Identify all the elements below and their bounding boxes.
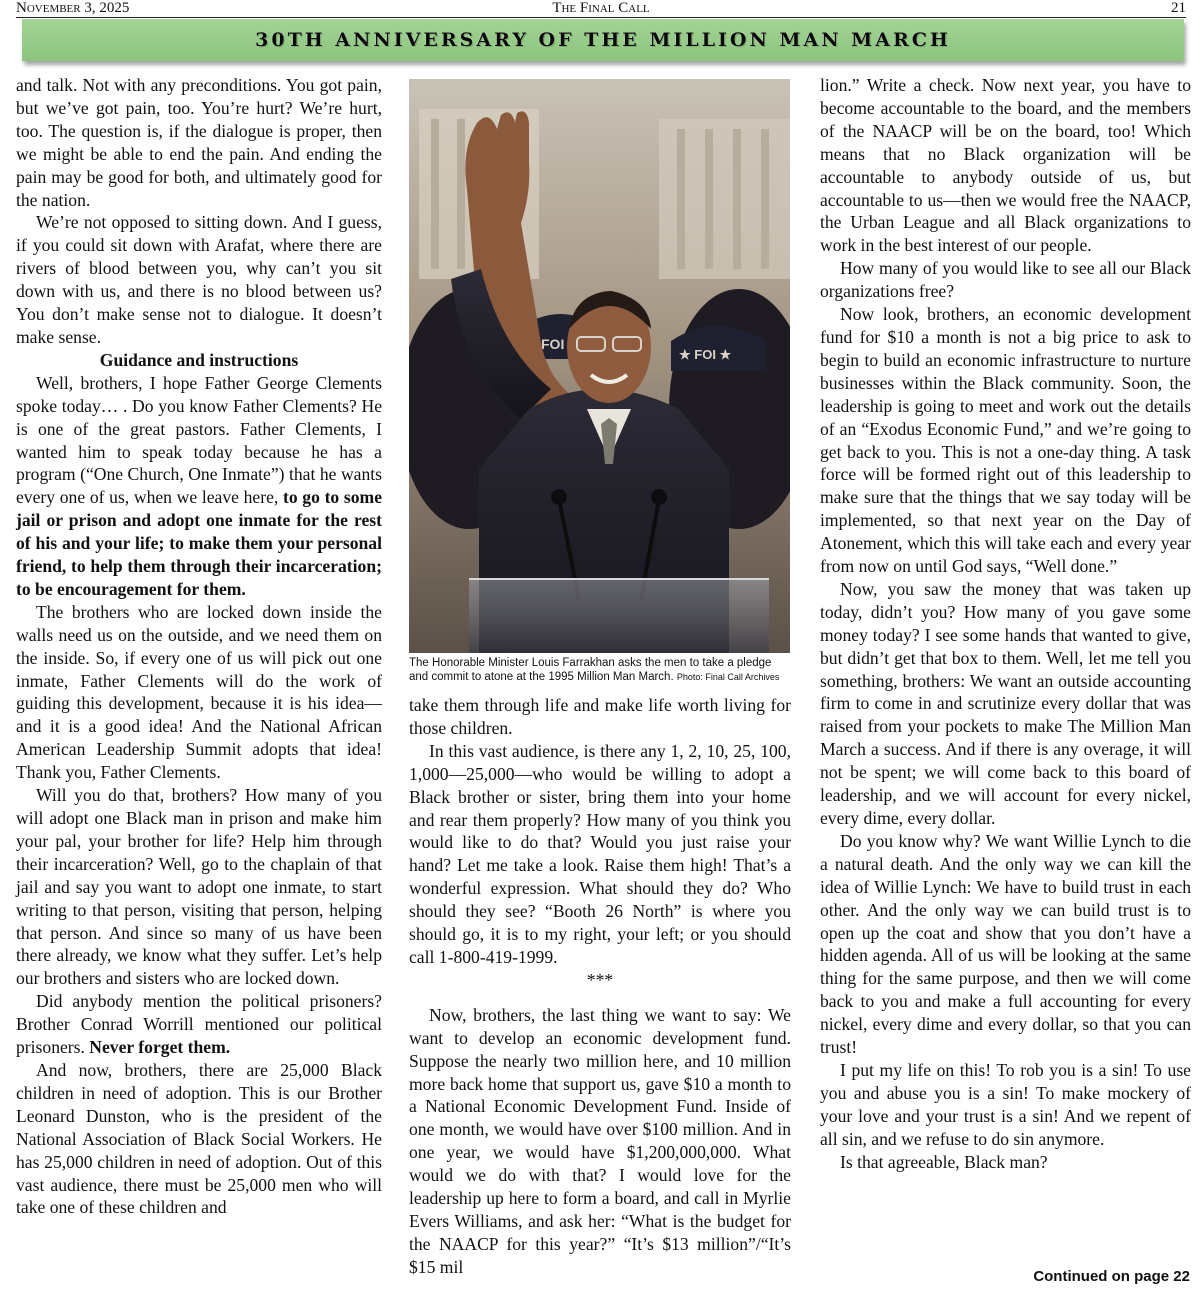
continued-link[interactable]: Continued on page 22 — [1033, 1268, 1190, 1285]
paragraph: Now, brothers, the last thing we want to say: We want to develop an economic development fund. Suppose the nearly two million here, and 10 million more back home that support us, gave $10 a month to a National Economic Development Fund. Inside of one month, we would have over $100 million. And in one year, we would have $1,200,000,000. What would we do with that? I would love for the leadership up here to form a board, and call in Myrlie Evers Williams, and ask her: “What is the budget for the NAACP for this year?” “It’s $13 million”/“It’s $15 mil — [409, 1004, 791, 1277]
cap-lettering-right: ★ FOI ★ — [679, 347, 732, 362]
page-number: 21 — [1171, 0, 1186, 16]
paragraph — [16, 372, 382, 601]
paragraph: I put my life on this! To rob you is a sin! To use you and abuse you is a sin! To make mockery of your love and your trust is a sin! And we repent of all sin, and we refuse to do sin anymore. — [820, 1059, 1191, 1149]
paragraph: In this vast audience, is there any 1, 2, 10, 25, 100, 1,000—25,000—who would be willing to adopt a Black brother or sister, bring them into your home and rear them properly? How many of you think you would like to do that? Would you just raise your hand? Let me take a look. Raise them high! That’s a wonderful expression. What should they do? Who should they see? “Booth 26 North” is where you should go, it is to my right, your left; or you should call 1-800-419-1999. — [409, 740, 791, 967]
cap-lettering-left: FOI — [541, 336, 565, 352]
photo-credit: Photo: Final Call Archives — [676, 672, 780, 682]
paragraph-text: Did anybody mention the political prisoners? Brother Conrad Worrill mentioned our political prisoners. — [16, 991, 382, 1058]
section-banner — [22, 19, 1184, 61]
paragraph: Will you do that, brothers? How many of you will adopt one Black man in prison and make him your pal, your brother for life? Help him through their incarceration? Well, go to the chaplain of that jail and say you want to adopt one inmate, to start writing to that person, visiting that person, helping that person. And since so many of us have been there already, we know what they suffer. Let’s help our brothers and sisters who are locked down. — [16, 785, 382, 989]
paragraph: take them through life and make life worth living for those children. — [409, 695, 791, 738]
paragraph: The brothers who are locked down inside the walls need us on the outside, and we need them on the inside. So, if every one of us will pick out one inmate, Father Clements will do the work of guiding this development, because it is his idea—and it is a good idea! And the National African American Leadership Summit adopts that idea! Thank you, Father Clements. — [16, 601, 382, 783]
spacer — [409, 992, 791, 1004]
photo-caption — [409, 656, 791, 684]
paragraph: Is that agreeable, Black man? — [840, 1151, 1048, 1172]
publication-name: The Final Call — [552, 0, 650, 16]
caption-text: The Honorable Minister Louis Farrakhan asks the men to take a pledge and commit to atone at the 1995 Million Man March. — [409, 657, 772, 683]
article-column-2 — [409, 694, 791, 1279]
article-photo — [409, 79, 790, 653]
paragraph: and talk. Not with any preconditions. You got pain, but we’ve got pain, too. You’re hurt? We’re hurt, too. The question is, if the dialogue is proper, then we might be able to end the pain. And ending the pain may be good for both, and ultimately good for the nation. — [16, 75, 382, 210]
emphasis-text: to go to some jail or prison and adopt one inmate for the rest of his and your life; to make them your personal friend, to help them through their incarceration; to be encouragement for them. — [16, 487, 383, 599]
section-subhead: Guidance and instructions — [99, 349, 299, 370]
paragraph-text: Well, brothers, I hope Father George Clements spoke today… . Do you know Father Clements? He is one of the great pastors. Father Clements, I wanted him to speak today because he has a program (“One Church, One Inmate”) that he wants every one of us, when we leave here, — [16, 372, 382, 508]
issue-date: November 3, 2025 — [16, 0, 130, 16]
paragraph: Now, you saw the money that was taken up today, didn’t you? How many of you gave some money today? I see some hands that wanted to give, but didn’t get that box to them. Well, let me tell you something, brothers: We want an outside accounting firm to come in and scrutinize every dollar that was raised from your pockets to make The Million Man March a success. And if there is any overage, it will not be spent; we will come back to this board of leadership, and we will account for every nickel, every dime, every dollar. — [820, 578, 1191, 828]
paragraph: How many of you would like to see all our Black organizations free? — [820, 258, 1191, 302]
banner-title: 30TH ANNIVERSARY OF THE MILLION MAN MARCH — [255, 29, 951, 51]
page-folio — [16, 0, 1186, 18]
section-separator: *** — [586, 969, 614, 990]
paragraph: Do you know why? We want Willie Lynch to die a natural death. And the only way we can kill the idea of Willie Lynch: We have to build trust in each other. And the only way we can build trust is to open up the coat and show that you don’t have a hidden agenda. All of us will be looking at the same thing for the same purpose, and then we will come back to you and make a full accounting for every nickel, every dime and every dollar, so that you can trust! — [820, 830, 1191, 1058]
paragraph: lion.” Write a check. Now next year, you have to become accountable to the board, and the members of the NAACP will be on the board, too! Which means that no Black organization will be accountable to anybody outside of us, but accountable to us—then we would free the NAACP, the Urban League and all Black organizations to work in the best interest of our people. — [820, 75, 1191, 256]
paragraph: Now look, brothers, an economic development fund for $10 a month is not a big price to ask to begin to build an economic infrastructure to nurture businesses within the Black community. Soon, the leadership is going to meet and work out the details of an “Exodus Economic Fund,” and we’re going to get back to you. This is not a one-day thing. A task force will be formed right out of this leadership to make sure that the things that we say today will be implemented, so that next year on the Day of Atonement, which this will take each and every year from now on until God says, “Well done.” — [820, 304, 1191, 577]
photo-illustration — [409, 79, 790, 653]
article-column-1 — [16, 74, 382, 1219]
emphasis-text: Never forget them. — [89, 1037, 231, 1058]
paragraph — [16, 990, 382, 1059]
article-column-3 — [820, 74, 1191, 1174]
paragraph: And now, brothers, there are 25,000 Black children in need of adoption. This is our Brother Leonard Dunston, who is the president of the National Association of Black Social Workers. He has 25,000 children in need of adoption. Out of this vast audience, there must be 25,000 men who will take one of these children and — [16, 1059, 382, 1218]
paragraph: We’re not opposed to sitting down. And I guess, if you could sit down with Arafat, where there are rivers of blood between you, why can’t you sit down with us, and there is no blood between us? You don’t make sense not to dialogue. It doesn’t make sense. — [16, 212, 382, 347]
